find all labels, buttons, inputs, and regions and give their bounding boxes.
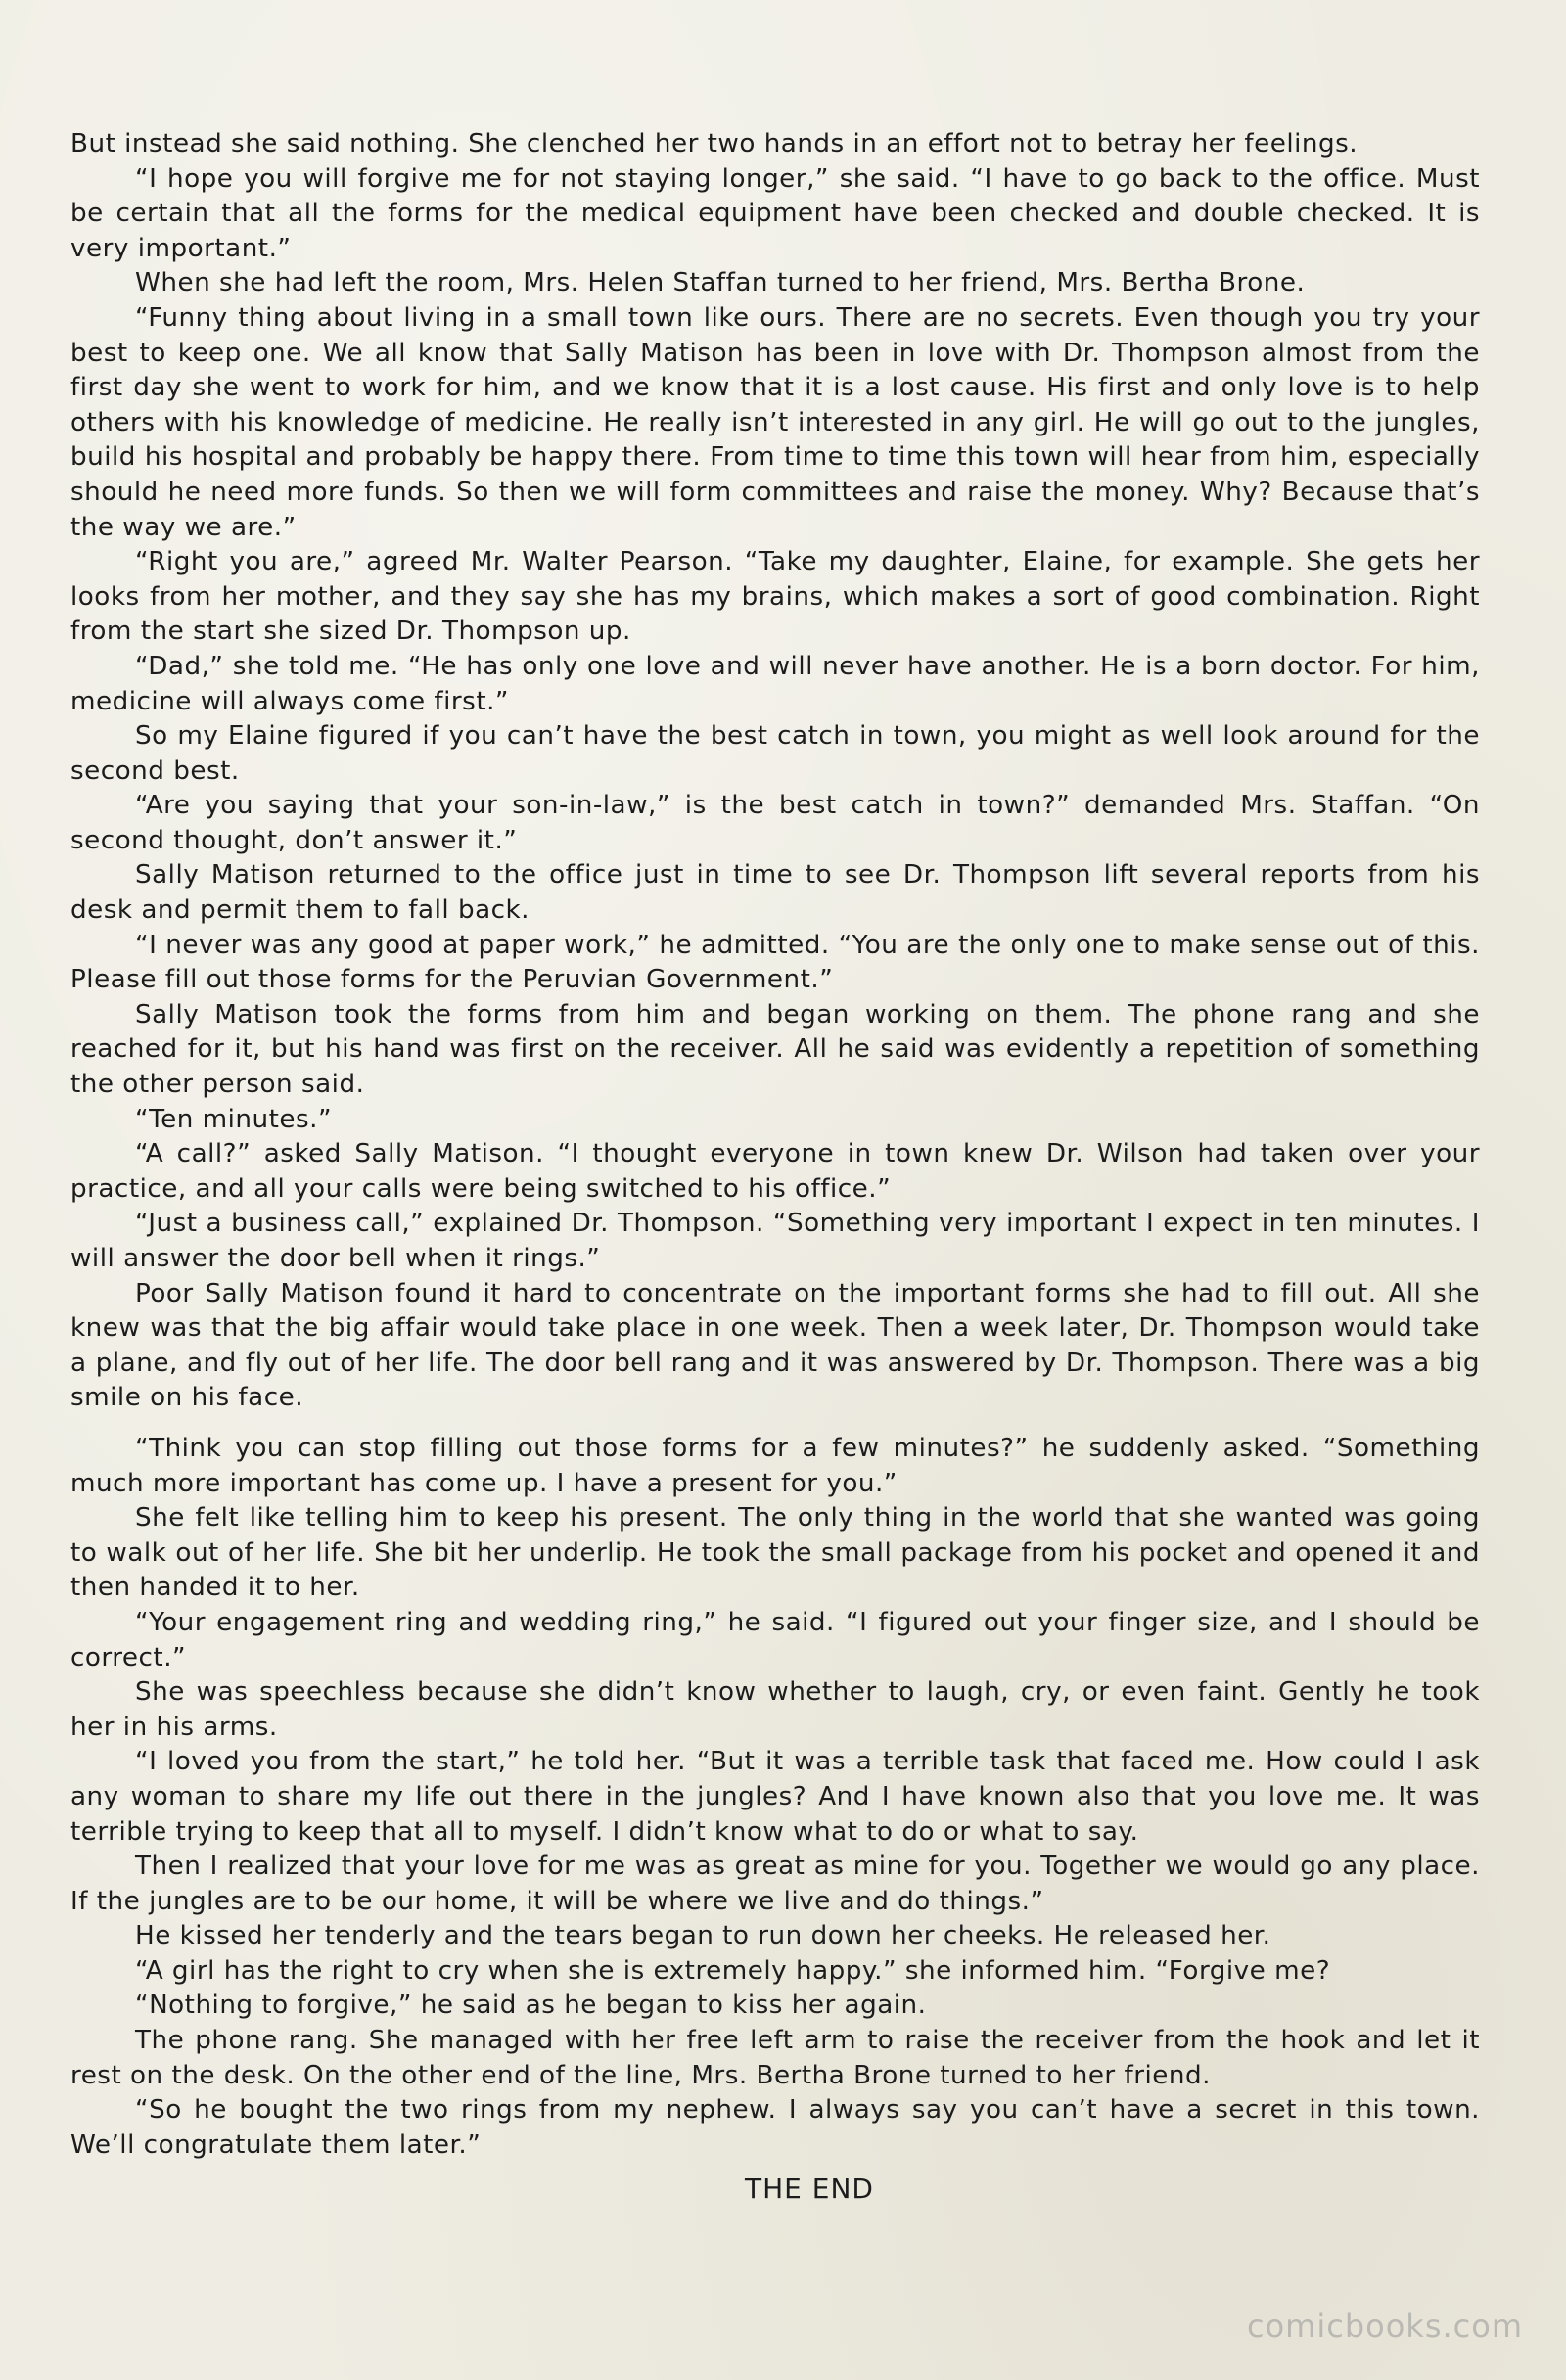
paragraph: “So he bought the two rings from my nephew. I always say you can’t have a secret in this town. We’ll congratulate them later.” (70, 2095, 1480, 2160)
paragraph: “Ten minutes.” (135, 1104, 333, 1134)
paragraph: “Right you are,” agreed Mr. Walter Pearson. “Take my daughter, Elaine, for example. She gets her looks from her mother, and they say she has my brains, which makes a sort of good combination. Right from the start she sized Dr. Thompson up. (70, 547, 1480, 647)
paragraph: So my Elaine figured if you can’t have the best catch in town, you might as well look around for the second best. (70, 721, 1480, 786)
paragraph: “A call?” asked Sally Matison. “I thought everyone in town knew Dr. Wilson had taken over your practice, and all your calls were being switched to his office.” (70, 1139, 1480, 1204)
paragraph: “I never was any good at paper work,” he admitted. “You are the only one to make sense out of this. Please fill out those forms for the Peruvian Government.” (70, 930, 1480, 995)
paragraph: “Think you can stop filling out those forms for a few minutes?” he suddenly asked. “Something much more important has come up. I have a present for you.” (70, 1433, 1480, 1498)
story-part-1 (70, 127, 1480, 1416)
paragraph: Poor Sally Matison found it hard to concentrate on the important forms she had to fill out. All she knew was that the big affair would take place in one week. Then a week later, Dr. Thompson would take a plane, and fly out of her life. The door bell rang and it was answered by Dr. Thompson. There was a big smile on his face. (70, 1278, 1480, 1413)
paragraph: She felt like telling him to keep his present. The only thing in the world that she wanted was going to walk out of her life. She bit her underlip. He took the small package from his pocket and opened it and then handed it to her. (70, 1503, 1480, 1603)
paragraph: “Nothing to forgive,” he said as he began to kiss her again. (135, 1991, 927, 2021)
paragraph: “A girl has the right to cry when she is extremely happy.” she informed him. “Forgive me? (135, 1955, 1331, 1986)
section-gap (70, 1416, 1480, 1432)
paragraph: When she had left the room, Mrs. Helen Staffan turned to her friend, Mrs. Bertha Brone. (135, 268, 1306, 298)
story-part-2 (70, 1432, 1480, 2163)
the-end-heading: THE END (745, 2173, 874, 2206)
paragraph: “I loved you from the start,” he told her. “But it was a terrible task that faced me. How could I ask any woman to share my life out there in the jungles? And I have known also that you love me. It was terrible trying to keep that all to myself. I didn’t know what to do or what to say. (70, 1747, 1480, 1847)
paragraph: The phone rang. She managed with her free left arm to raise the receiver from the hook and let it rest on the desk. On the other end of the line, Mrs. Bertha Brone turned to her friend. (70, 2026, 1480, 2090)
paragraph: She was speechless because she didn’t know whether to laugh, cry, or even faint. Gently he took her in his arms. (70, 1677, 1480, 1742)
paragraph: Sally Matison returned to the office just in time to see Dr. Thompson lift several reports from his desk and permit them to fall back. (70, 860, 1480, 926)
paragraph: “Dad,” she told me. “He has only one love and will never have another. He is a born doctor. For him, medicine will always come first.” (70, 651, 1480, 716)
paragraph: “I hope you will forgive me for not staying longer,” she said. “I have to go back to the office. Must be certain that all the forms for the medical equipment have been checked and double checked. It is very important.” (70, 163, 1480, 263)
story-text (70, 127, 1480, 2205)
site-watermark: comicbooks.com (1246, 2308, 1523, 2345)
paragraph: “Are you saying that your son-in-law,” is the best catch in town?” demanded Mrs. Staffan. “On second thought, don’t answer it.” (70, 791, 1480, 855)
paragraph: Then I realized that your love for me was as great as mine for you. Together we would go any place. If the jungles are to be our home, it will be where we live and do things.” (70, 1852, 1480, 1916)
paragraph: “Funny thing about living in a small town like ours. There are no secrets. Even though you try your best to keep one. We all know that Sally Matison has been in love with Dr. Thompson almost from the first day she went to work for him, and we know that it is a lost cause. His first and only love is to help others with his knowledge of medicine. He really isn’t interested in any girl. He will go out to the jungles, build his hospital and probably be happy there. From time to time this town will hear from him, especially should he need more funds. So then we will form committees and raise the money. Why? Because that’s the way we are.” (70, 302, 1480, 542)
paragraph: He kissed her tenderly and the tears began to run down her cheeks. He released her. (135, 1921, 1271, 1951)
paragraph: Sally Matison took the forms from him and began working on them. The phone rang and she reached for it, but his hand was first on the receiver. All he said was evidently a repetition of something the other person said. (70, 999, 1480, 1100)
paragraph: But instead she said nothing. She clenched her two hands in an effort not to betray her feelings. (70, 129, 1359, 159)
paragraph: “Just a business call,” explained Dr. Thompson. “Something very important I expect in ten minutes. I will answer the door bell when it rings.” (70, 1209, 1480, 1273)
paragraph: “Your engagement ring and wedding ring,” he said. “I figured out your finger size, and I should be correct.” (70, 1607, 1480, 1672)
